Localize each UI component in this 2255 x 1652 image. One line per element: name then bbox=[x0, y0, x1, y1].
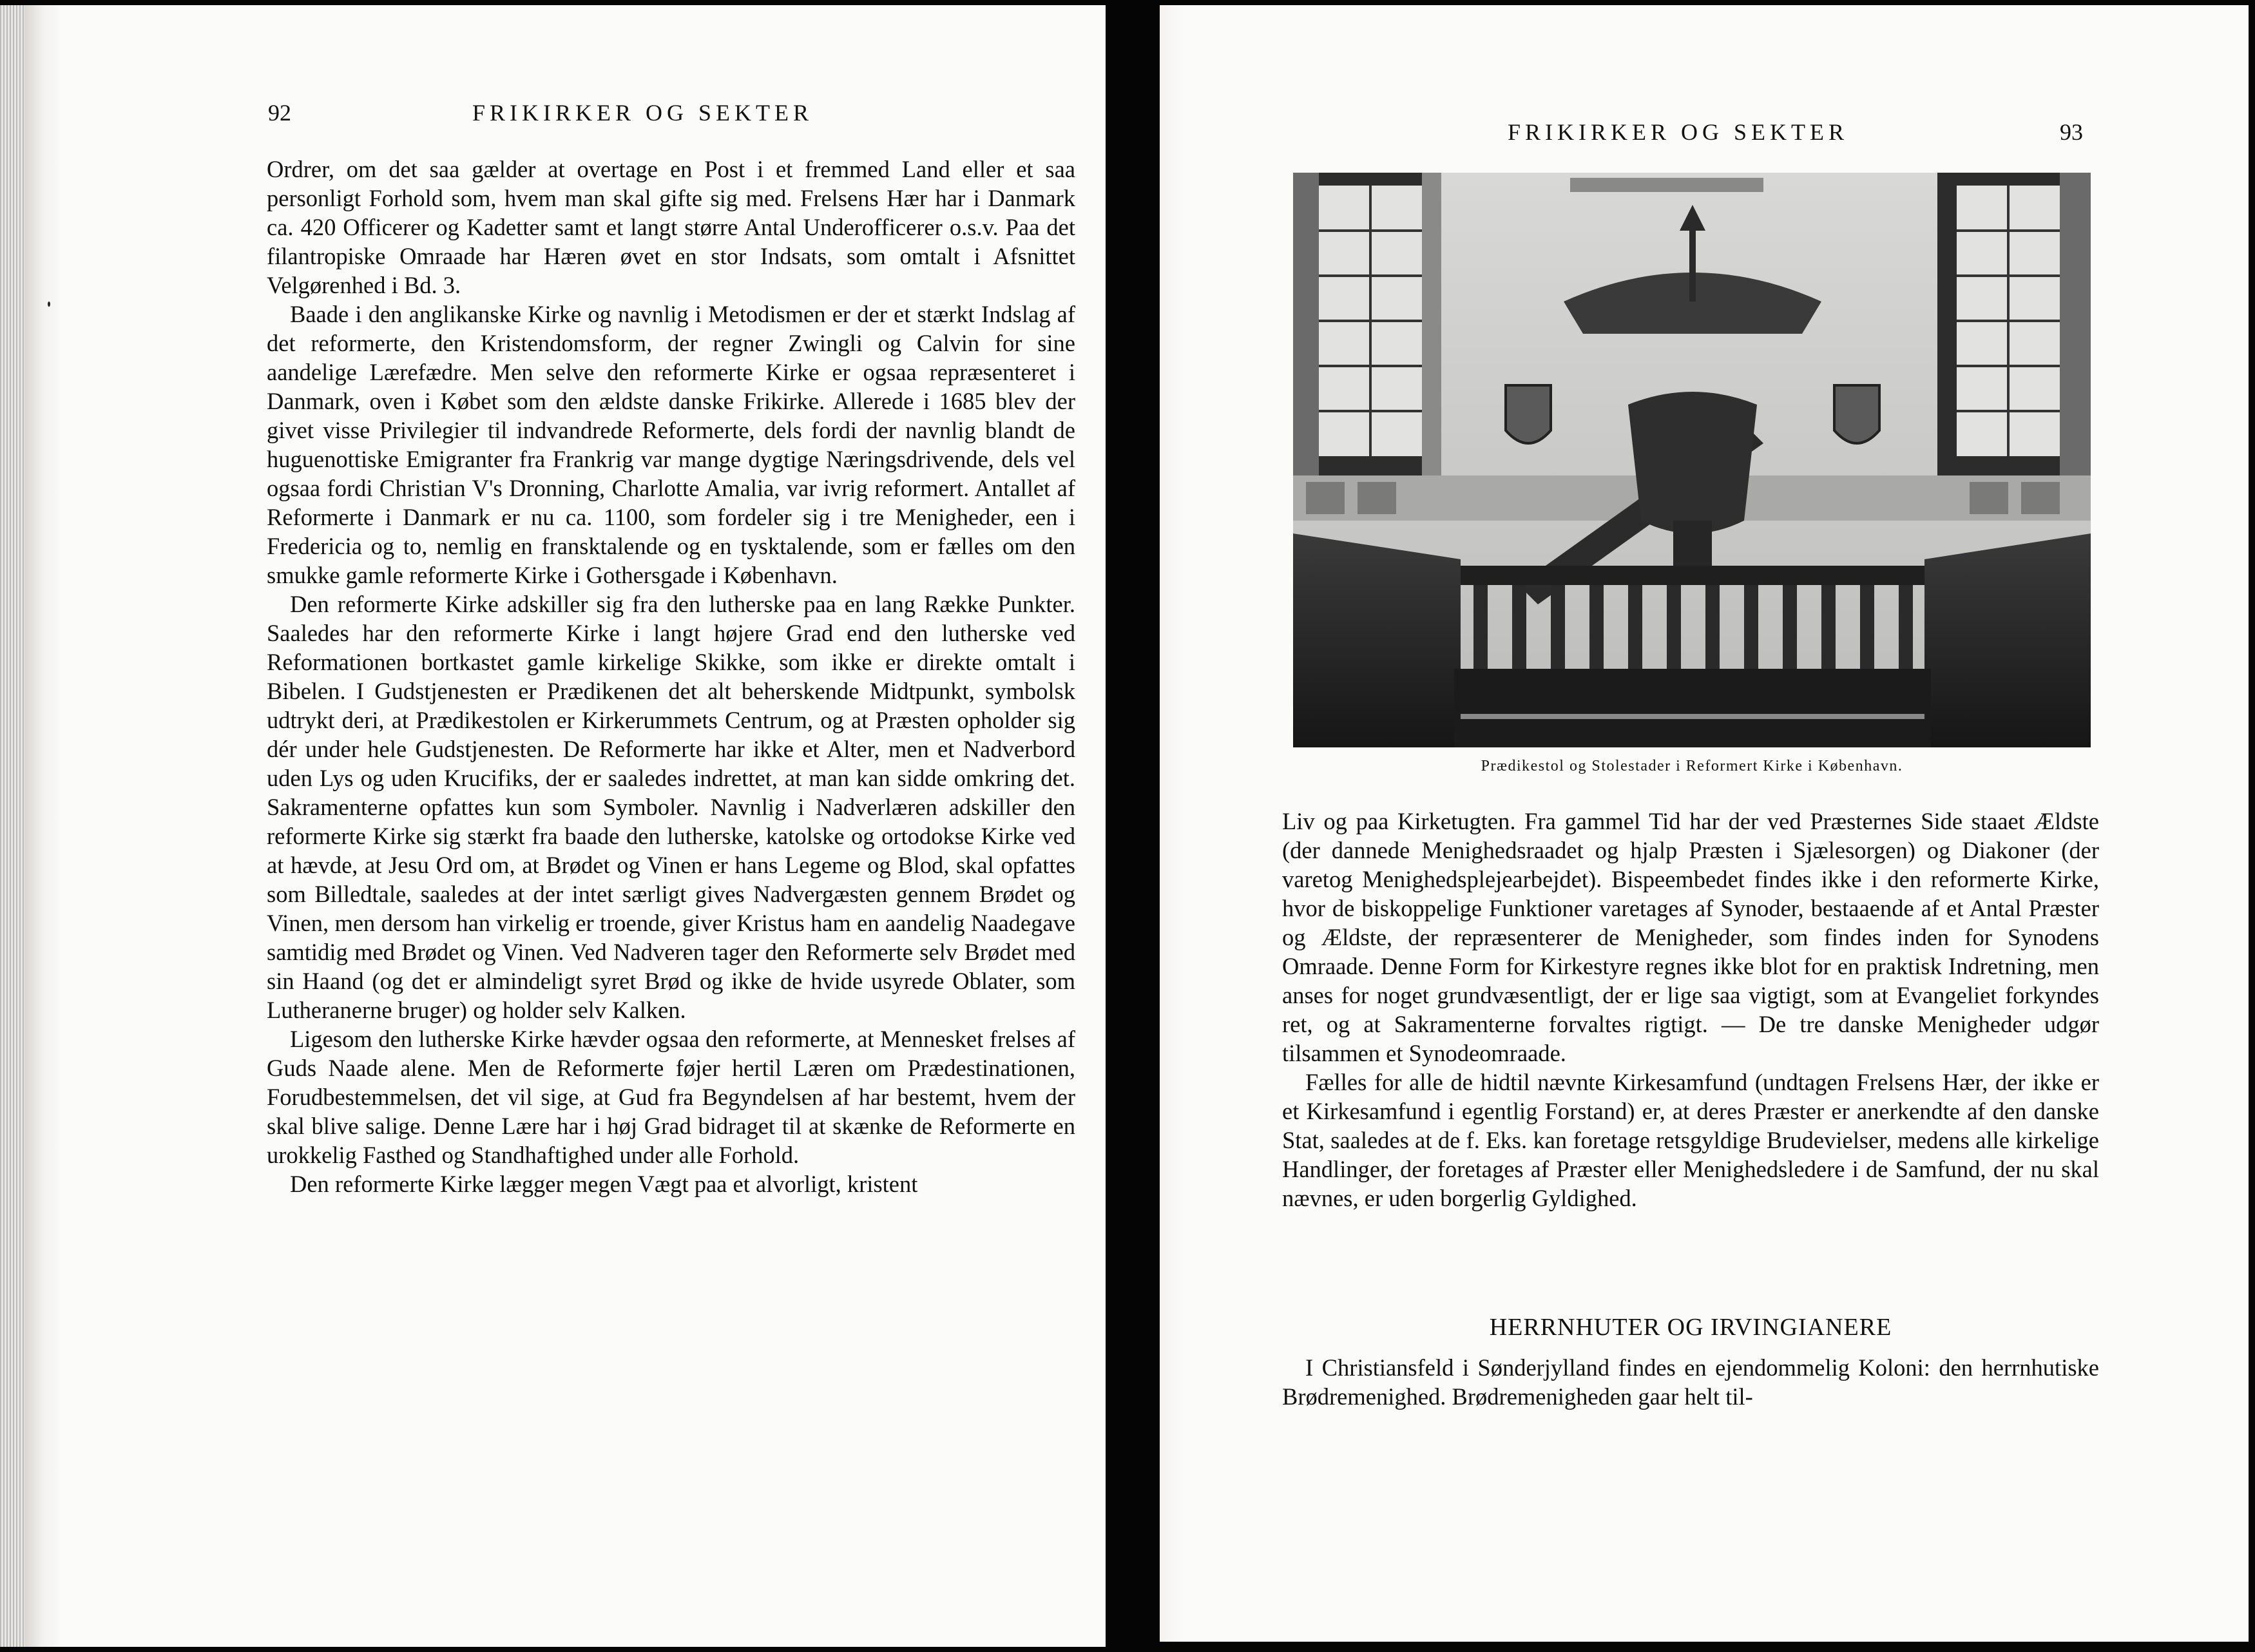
paragraph: Den reformerte Kirke adskiller sig fra den lutherske paa en lang Række Punkter. Saaledes har den reformerte Kirke i langt højere Grad end den lutherske ved Reformationen bortkastet gamle kirkelige Skikke, som ikke er direkte omtalt i Bibelen. I Gudstjenesten er Prædikenen det alt beherskende Midtpunkt, symbolsk udtrykt deri, at Prædikestolen er Kirkerummets Centrum, og at Præsten opholder sig dér under hele Gudstjenesten. De Reformerte har ikke et Alter, men et Nadverbord uden Lys og uden Krucifiks, der er saaledes indrettet, at man kan sidde omkring det. Sakramenterne opfattes kun som Symboler. Navnlig i Nadverlæren adskiller den reformerte Kirke sig stærkt fra baade den lutherske, katolske og ortodokse Kirke ved at hævde, at Jesu Ord om, at Brødet og Vinen er hans Legeme og Blod, skal opfattes som Billedtale, saaledes at der intet særligt gives Nadvergæsten gennem Brødet og Vinen, men dersom han virkelig er troende, giver Kristus ham en aandelig Naadegave samtidig med Brødet og Vinen. Ved Nadveren tager den Reformerte selv Brødet med sin Haand (og det er almindeligt syret Brød og ikke de hvide usyrede Oblater, som Lutheranerne bruger) og holder selv Kalken. bbox=[267, 591, 1075, 1023]
right-page bbox=[1160, 5, 2249, 1642]
page-number: 93 bbox=[2060, 119, 2083, 145]
right-body-text-bottom bbox=[1282, 1353, 2099, 1411]
left-page bbox=[24, 5, 1106, 1647]
paragraph: Baade i den anglikanske Kirke og navnlig i Metodismen er der et stærkt Indslag af det reformerte, den Kristendomsform, der regner Zwingli og Calvin for sine aandelige Lærefædre. Men selve den reformerte Kirke er ogsaa repræsenteret i Danmark, oven i Købet som den ældste danske Frikirke. Allerede i 1685 blev der givet visse Privilegier til indvandrede Reformerte, dels fordi der navnlig blandt de huguenottiske Emigranter fra Frankrig var mange dygtige Næringsdrivende, dels vel ogsaa fordi Christian V's Dronning, Charlotte Amalia, var ivrig reformert. Antallet af Reformerte i Danmark er nu ca. 1100, som fordeler sig i tre Menigheder, een i Fredericia og to, nemlig en fransktalende og en tysktalende, som er fælles om den smukke gamle reformerte Kirke i Gothersgade i København. bbox=[267, 301, 1075, 588]
paragraph: Ligesom den lutherske Kirke hævder ogsaa den reformerte, at Mennesket frelses af Guds Naade alene. Men de Reformerte føjer hertil Læren om Prædestinationen, Forudbestemmelsen, det vil sige, at Gud fra Begyndelsen af har bestemt, hvem der skal blive salige. Denne Lære har i høj Grad bidraget til at skænke de Reformerte en urokkelig Fasthed og Standhaftighed under alle Forhold. bbox=[267, 1026, 1075, 1168]
paragraph: I Christiansfeld i Sønderjylland findes en ejendommelig Koloni: den herrnhutiske Brødremenighed. Brødremenigheden gaar helt til- bbox=[1282, 1354, 2099, 1410]
paragraph: Liv og paa Kirketugten. Fra gammel Tid har der ved Præsternes Side staaet Ældste (der dannede Menighedsraadet og hjalp Præsten i Sjælesorgen) og Diakoner (der varetog Menighedsplejearbejdet). Bispeembedet findes ikke i den reformerte Kirke, hvor de biskoppelige Funktioner varetages af Synoder, bestaaende af et Antal Præster og Ældste, der repræsenterer de Menigheder, som findes inden for Synodens Omraade. Denne Form for Kirkestyre regnes ikke blot for en praktisk Indretning, men anses for noget grundvæsentligt, der er lige saa vigtigt, som at Evangeliet forkyndes ret, og at Sakramenterne forvaltes rigtigt. — De tre danske Menigheder udgør tilsammen et Synodeomraade. bbox=[1282, 808, 2099, 1066]
paragraph: Ordrer, om det saa gælder at overtage en Post i et fremmed Land eller et saa personligt Forhold som, hvem man skal gifte sig med. Frelsens Hær har i Danmark ca. 420 Officerer og Kadetter samt et langt større Antal Underofficerer o.s.v. Paa det filantropiske Omraade har Hæren øvet en stor Indsats, som omtalt i Afsnittet Velgørenhed i Bd. 3. bbox=[267, 156, 1075, 298]
page-edges bbox=[0, 5, 24, 1647]
dust-speck bbox=[48, 302, 50, 307]
left-body-text bbox=[267, 155, 1075, 1198]
paragraph: Den reformerte Kirke lægger megen Vægt paa et alvorligt, kristent bbox=[290, 1171, 918, 1197]
right-body-text-top bbox=[1282, 807, 2099, 1213]
running-head: FRIKIRKER OG SEKTER bbox=[472, 100, 814, 126]
paragraph: Fælles for alle de hidtil nævnte Kirkesamfund (undtagen Frelsens Hær, der ikke er et Kirkesamfund i egentlig Forstand) er, at deres Præster er anerkendte af den danske Stat, saaledes at de f. Eks. kan foretage retsgyldige Brudevielser, medens alle kirkelige Handlinger, der foretages af Præster eller Menighedsledere i de Samfund, der nu skal nævnes, er uden borgerlig Gyldighed. bbox=[1282, 1069, 2099, 1211]
page-number: 92 bbox=[268, 100, 291, 126]
section-title: HERRNHUTER OG IRVINGIANERE bbox=[1489, 1314, 1892, 1341]
church-interior-photo bbox=[1293, 173, 2091, 747]
running-head: FRIKIRKER OG SEKTER bbox=[1508, 119, 1849, 145]
photo-caption: Prædikestol og Stolestader i Reformert Kirke i København. bbox=[1481, 758, 1903, 774]
